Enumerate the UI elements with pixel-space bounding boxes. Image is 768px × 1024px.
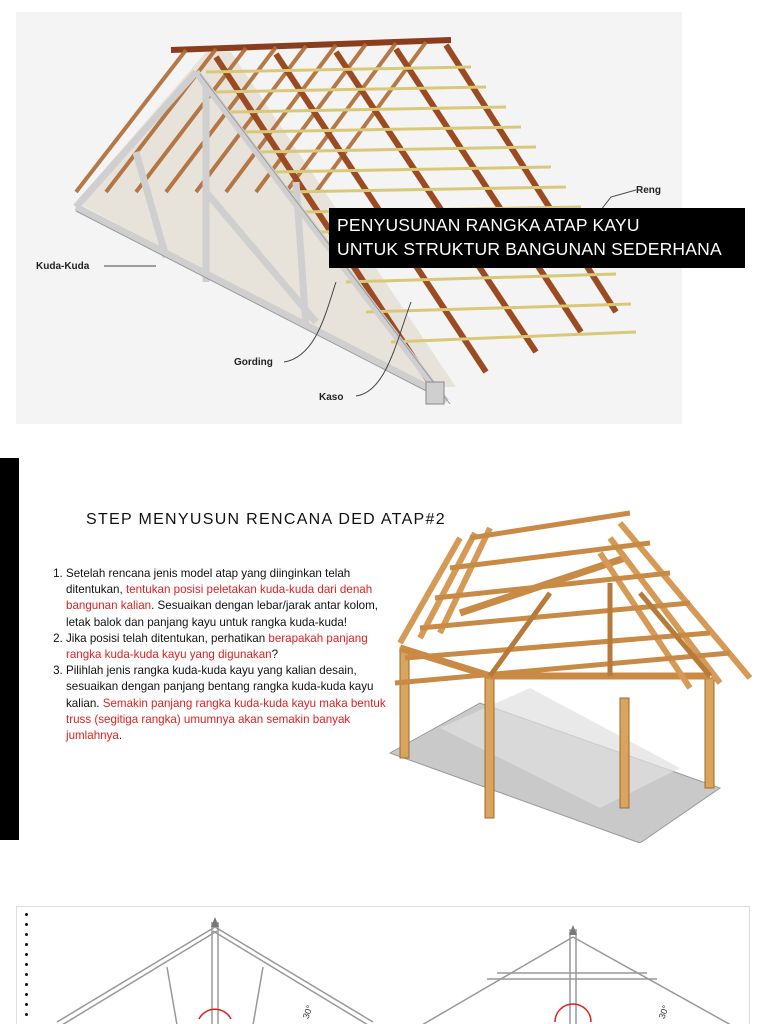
label-reng: Reng — [636, 185, 661, 196]
label-kuda-kuda: Kuda-Kuda — [36, 261, 90, 272]
step-3-text-red: Semakin panjang rangka kuda-kuda kayu maka bentuk truss (segitiga rangka) umumnya akan semakin banyak jumlahnya — [66, 696, 386, 743]
step-2-text-b: ? — [271, 648, 279, 662]
step-3-text-a: Pilihlah jenis rangka kuda-kuda kayu yang kalian desain, sesuaikan dengan panjang bentang rangka kuda-kuda kayu kalian. — [66, 664, 374, 710]
label-kaso: Kaso — [319, 392, 344, 403]
step-3-text-b: . — [118, 729, 123, 743]
step-1-text-b: . Sesuaikan dengan lebar/jarak antar kolom, letak balok dan panjang kayu untuk rangka kuda-kuda! — [66, 599, 378, 629]
truss-drawing-slide — [16, 906, 750, 1024]
step-title: STEP MENYUSUN RENCANA DED ATAP#2 — [86, 511, 446, 528]
truss-drawings — [17, 907, 750, 1024]
step-1-text-red: tentukan posisi peletakan kuda-kuda dari denah bangunan kalian — [66, 583, 373, 613]
step-1-text-a: Setelah rencana jenis model atap yang diinginkan telah ditentukan, — [66, 567, 351, 597]
list-item — [66, 631, 386, 663]
step-2-text-a: Jika posisi telah ditentukan, perhatikan — [66, 631, 269, 645]
step-slide — [0, 458, 768, 840]
side-strip — [0, 458, 19, 840]
label-gording: Gording — [234, 357, 273, 368]
step-2-text-red: berapakah panjang rangka kuda-kuda kayu yang digunakan — [66, 631, 368, 662]
angle-label-left: 30° — [300, 1003, 315, 1021]
timber-pavilion-illustration — [380, 498, 768, 843]
list-item — [66, 566, 386, 631]
angle-label-right: 30° — [656, 1003, 671, 1021]
slide1-title-box — [329, 208, 745, 268]
step-list — [40, 566, 386, 744]
slide1-title-line1: PENYUSUNAN RANGKA ATAP KAYU — [337, 215, 640, 235]
slide1-title-line2: UNTUK STRUKTUR BANGUNAN SEDERHANA — [337, 239, 722, 259]
list-item — [66, 663, 386, 744]
